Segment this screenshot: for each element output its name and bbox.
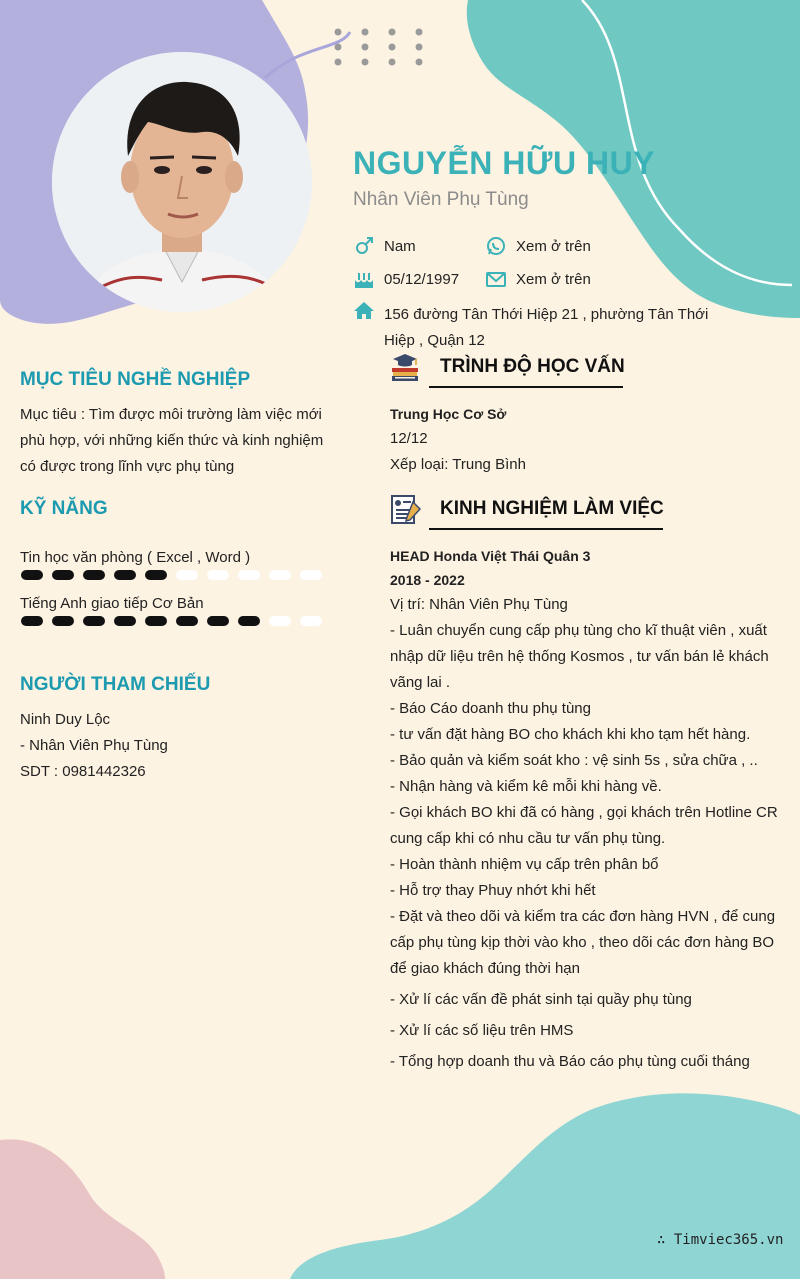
duty-item: - Tổng hợp doanh thu và Báo cáo phụ tùng cuối tháng xyxy=(390,1053,750,1070)
experience-title: KINH NGHIỆM LÀM VIỆC xyxy=(440,498,664,519)
skill-segment-filled xyxy=(207,616,229,626)
reference-name: Ninh Duy Lộc xyxy=(20,711,111,728)
education-rank: Xếp loại: Trung Bình xyxy=(390,456,526,473)
duty-item: - tư vấn đặt hàng BO cho khách khi kho tạm hết hàng. xyxy=(390,726,751,743)
education-grade: 12/12 xyxy=(390,430,428,447)
duty-item: - Hoàn thành nhiệm vụ cấp trên phân bổ xyxy=(390,856,659,873)
duty-item: - Luân chuyển cung cấp phụ tùng cho kĩ thuật viên , xuất nhập dữ liệu trên hệ thống Kosmos , tư vấn bán lẻ khách vãng lai . xyxy=(390,622,769,691)
skill-bar-office xyxy=(20,569,325,581)
reference-position: - Nhân Viên Phụ Tùng xyxy=(20,737,168,754)
skill-segment-empty xyxy=(238,570,260,580)
resume-icon xyxy=(389,492,423,526)
pink-blob xyxy=(0,1139,165,1279)
education-school: Trung Học Cơ Sở xyxy=(390,406,507,422)
phone-value[interactable]: Xem ở trên xyxy=(516,238,591,255)
skills-title: KỸ NĂNG xyxy=(20,498,108,519)
skill-segment-empty xyxy=(269,616,291,626)
home-icon xyxy=(353,300,375,322)
job-title: Nhân Viên Phụ Tùng xyxy=(353,189,529,210)
references-title: NGƯỜI THAM CHIẾU xyxy=(20,674,211,695)
duty-item: - Xử lí các vấn đề phát sinh tại quầy phụ tùng xyxy=(390,991,692,1008)
education-title-underline xyxy=(429,386,623,388)
education-title: TRÌNH ĐỘ HỌC VẤN xyxy=(440,356,625,377)
duty-item: - Bảo quản và kiểm soát kho : vệ sinh 5s , sửa chữa , .. xyxy=(390,752,758,769)
skill-segment-filled xyxy=(238,616,260,626)
light-teal-blob xyxy=(290,1093,800,1279)
objective-text: Mục tiêu : Tìm được môi trường làm việc mới phù hợp, với những kiến thức và kinh nghiệm có được trong lĩnh vực phụ tùng xyxy=(20,406,324,475)
skill-bar-english xyxy=(20,615,325,627)
objective-title: MỤC TIÊU NGHỀ NGHIỆP xyxy=(20,369,251,390)
skill-segment-filled xyxy=(176,616,198,626)
phone-icon xyxy=(485,235,507,257)
skill-segment-filled xyxy=(83,570,105,580)
skill-segment-filled xyxy=(145,616,167,626)
birthday-value: 05/12/1997 xyxy=(384,271,460,288)
duty-item: - Hỗ trợ thay Phuy nhớt khi hết xyxy=(390,882,596,899)
skill-segment-filled xyxy=(52,616,74,626)
duty-item: - Gọi khách BO khi đã có hàng , gọi khách trên Hotline CR cung cấp khi có nhu cầu tư vấn phụ tùng. xyxy=(390,804,778,847)
duty-item: - Báo Cáo doanh thu phụ tùng xyxy=(390,700,591,717)
skill-segment-filled xyxy=(114,570,136,580)
experience-title-underline xyxy=(429,528,663,530)
candidate-name: NGUYỄN HỮU HUY xyxy=(353,145,656,181)
skill-segment-empty xyxy=(300,570,322,580)
skill-segment-filled xyxy=(21,570,43,580)
graduation-cap-icon xyxy=(389,350,423,384)
skill-segment-filled xyxy=(21,616,43,626)
email-icon xyxy=(485,268,507,290)
skill-label-office: Tin học văn phòng ( Excel , Word ) xyxy=(20,549,251,566)
experience-period: 2018 - 2022 xyxy=(390,572,465,588)
profile-photo xyxy=(52,52,312,312)
skill-segment-filled xyxy=(52,570,74,580)
skill-segment-filled xyxy=(145,570,167,580)
experience-position: Vị trí: Nhân Viên Phụ Tùng xyxy=(390,596,568,613)
skill-label-english: Tiếng Anh giao tiếp Cơ Bản xyxy=(20,595,204,612)
experience-company: HEAD Honda Việt Thái Quân 3 xyxy=(390,548,591,564)
duty-item: - Xử lí các số liệu trên HMS xyxy=(390,1022,574,1039)
duty-item: - Đặt và theo dõi và kiểm tra các đơn hàng HVN , để cung cấp phụ tùng kịp thời vào kho , theo dõi các đơn hàng BO để giao khách đúng thời hạn xyxy=(390,908,776,977)
gender-icon xyxy=(353,235,375,257)
reference-phone: SDT : 0981442326 xyxy=(20,763,146,780)
skill-segment-empty xyxy=(269,570,291,580)
skill-segment-filled xyxy=(114,616,136,626)
skill-segment-empty xyxy=(300,616,322,626)
duty-item: - Nhận hàng và kiểm kê mỗi khi hàng về. xyxy=(390,778,662,795)
email-value[interactable]: Xem ở trên xyxy=(516,271,591,288)
birthday-cake-icon xyxy=(353,268,375,290)
watermark: ∴ Timviec365.vn xyxy=(657,1232,784,1248)
skill-segment-filled xyxy=(83,616,105,626)
skill-segment-empty xyxy=(176,570,198,580)
gender-value: Nam xyxy=(384,238,416,255)
address-value: 156 đường Tân Thới Hiệp 21 , phường Tân Thới Hiệp , Quận 12 xyxy=(384,306,709,349)
skill-segment-empty xyxy=(207,570,229,580)
